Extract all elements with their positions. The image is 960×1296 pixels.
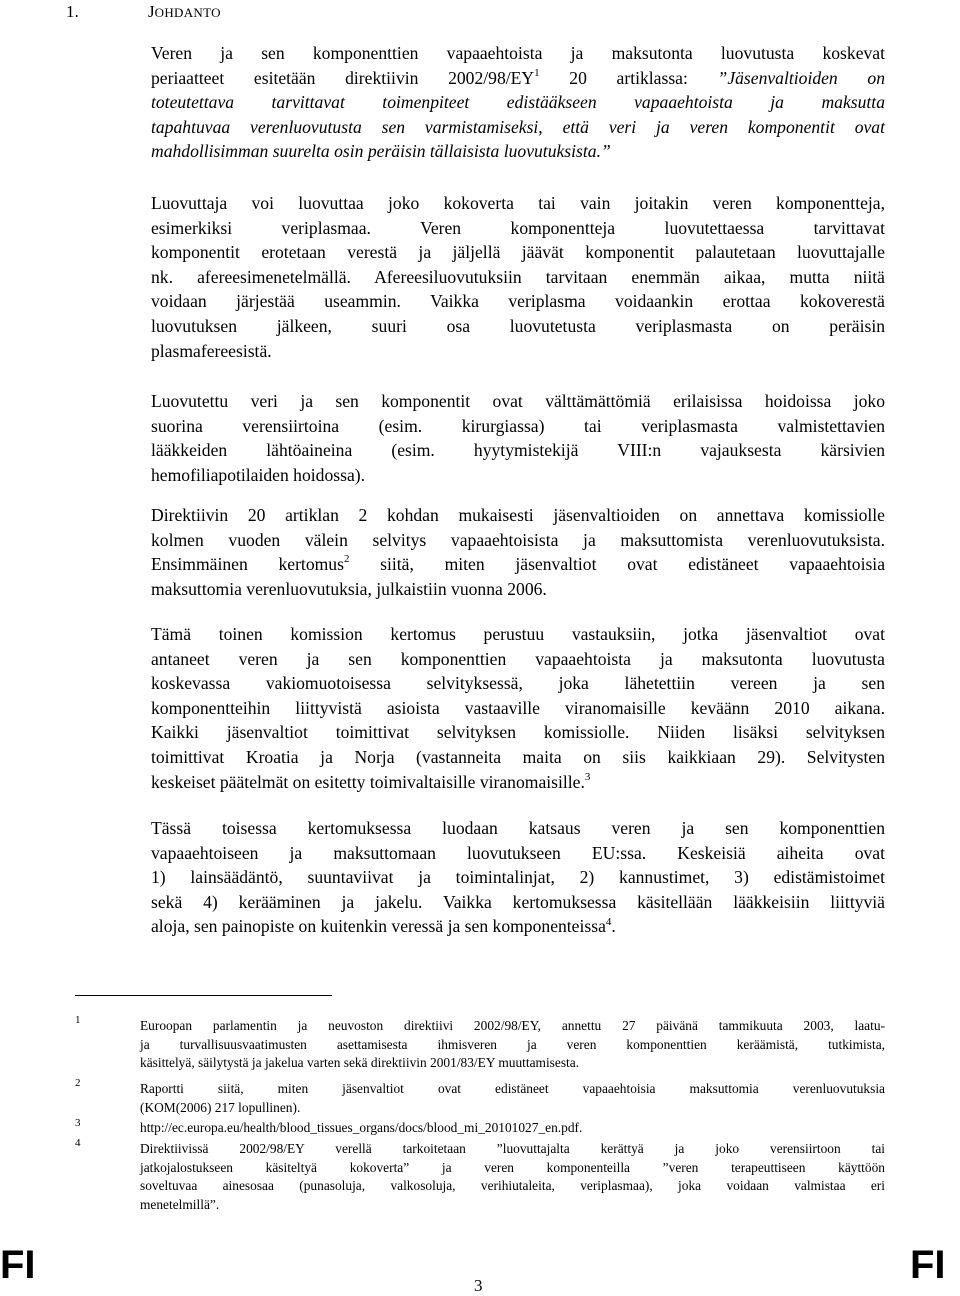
footnote-line: menetelmillä”. bbox=[140, 1196, 220, 1212]
text-line: Veren ja sen komponenttien vapaaehtoista ja maksutonta luovutusta koskevat bbox=[151, 43, 885, 63]
section-title-initial: J bbox=[148, 2, 155, 21]
section-heading bbox=[66, 2, 221, 23]
footnote-ref-2[interactable]: 2 bbox=[343, 553, 350, 566]
paragraph-4 bbox=[151, 503, 885, 601]
footnote-line: ja turvallisuusvaatimusten asettamisesta ihmisveren ja veren komponenttien keräämistä, tutkimista, bbox=[140, 1036, 885, 1052]
footer-language-right: FI bbox=[910, 1243, 946, 1287]
text-line: sekä 4) kerääminen ja jakelu. Vaikka kertomuksessa käsitellään lääkkeisiin liittyviä bbox=[151, 891, 885, 912]
text-line: vapaaehtoiseen ja maksuttomaan luovutukseen EU:ssa. Keskeisiä aiheita ovat bbox=[151, 842, 885, 863]
footnote-line: (KOM(2006) 217 lopullinen). bbox=[140, 1099, 301, 1115]
footnote-1 bbox=[140, 1017, 885, 1073]
footnote-number: 1 bbox=[75, 1014, 81, 1026]
footnote-ref-4[interactable]: 4 bbox=[605, 915, 612, 928]
text-line: Direktiivin 20 artiklan 2 kohdan mukaisesti jäsenvaltioiden on annettava komissiolle bbox=[151, 505, 885, 525]
text-line: Luovuttaja voi luovuttaa joko kokoverta tai vain joitakin veren komponentteja, bbox=[151, 193, 885, 213]
paragraph-2 bbox=[151, 191, 885, 363]
text-line: voidaan järjestää useammin. Vaikka veriplasma voidaankin erottaa kokoverestä bbox=[151, 291, 885, 312]
footnote-4 bbox=[140, 1140, 885, 1214]
paragraph-3 bbox=[151, 389, 885, 487]
text-line: 1) lainsäädäntö, suuntaviivat ja toimintalinjat, 2) kannustimet, 3) edistämistoimet bbox=[151, 867, 885, 888]
text-line: esimerkiksi veriplasmaa. Veren komponentteja luovutettaessa tarvittavat bbox=[151, 217, 885, 238]
footnote-line: käsittelyä, säilytystä ja jakelua varten sekä direktiivin 2001/83/EY muuttamisesta. bbox=[140, 1055, 580, 1071]
text-line: Luovutettu veri ja sen komponentit ovat välttämättömiä erilaisissa hoidoissa joko bbox=[151, 391, 885, 411]
footnote-number: 3 bbox=[75, 1117, 81, 1129]
paragraph-1 bbox=[151, 41, 885, 164]
text-line: aloja, sen painopiste on kuitenkin veressä ja sen komponenteissa$^4$. bbox=[151, 915, 616, 937]
text-line: Kaikki jäsenvaltiot toimittivat selvityksen komissiolle. Niiden lisäksi selvityksen bbox=[151, 722, 885, 743]
text-line: periaatteet esitetään direktiivin $2002/98/EY^1$ 20 artiklassa: ”Jäsenvaltioiden on bbox=[151, 66, 885, 88]
footnote-line: Euroopan parlamentin ja neuvoston direktiivi 2002/98/EY, annettu 27 päivänä tammikuuta 2003, laatu- bbox=[140, 1018, 885, 1033]
paragraph-5 bbox=[151, 622, 885, 794]
text-line: kolmen vuoden välein selvitys vapaaehtoisista ja maksuttomista verenluovutuksista. bbox=[151, 529, 885, 550]
text-line: toimittivat Kroatia ja Norja (vastanneita maita on siis kaikkiaan 29). Selvitysten bbox=[151, 746, 885, 767]
text-line: lääkkeiden lähtöaineina (esim. hyytymistekijä VIII:n vajauksesta kärsivien bbox=[151, 440, 885, 461]
footnote-separator bbox=[75, 995, 332, 996]
text-line: luovutuksen jälkeen, suuri osa luovutetusta veriplasmasta on peräisin bbox=[151, 315, 885, 336]
text-line: mahdollisimman suurelta osin peräisin tällaisista luovutuksista.” bbox=[151, 141, 611, 162]
section-title-rest: OHDANTO bbox=[154, 5, 221, 20]
footnote-3 bbox=[140, 1119, 885, 1138]
footnote-number: 4 bbox=[75, 1137, 81, 1149]
text-line: nk. afereesimenetelmällä. Afereesiluovutuksiin tarvitaan enemmän aikaa, mutta niitä bbox=[151, 266, 885, 287]
text-line: plasmafereesistä. bbox=[151, 340, 272, 361]
footer-language-left: FI bbox=[0, 1243, 36, 1287]
footnote-number: 2 bbox=[75, 1077, 81, 1089]
text-line: Ensimmäinen kertomus$^2$ siitä, miten jäsenvaltiot ovat edistäneet vapaaehtoisia bbox=[151, 553, 885, 575]
footnote-line: soveltuvaa ainesosaa (punasoluja, valkosoluja, verihiutaleita, veriplasmaa), joka voidaan valmistaa eri bbox=[140, 1178, 885, 1194]
text-line: Tämä toinen komission kertomus perustuu vastauksiin, jotka jäsenvaltiot ovat bbox=[151, 624, 885, 644]
section-number: 1. bbox=[66, 2, 79, 21]
text-line: tapahtuvaa verenluovutusta sen varmistamiseksi, että veri ja veren komponentit ovat bbox=[151, 116, 885, 137]
paragraph-6 bbox=[151, 816, 885, 939]
text-line: maksuttomia verenluovutuksia, julkaistiin vuonna 2006. bbox=[151, 578, 547, 599]
footnote-line: Direktiivissä 2002/98/EY verellä tarkoitetaan ”luovuttajalta kerättyä ja joko verensiirtoon tai bbox=[140, 1141, 885, 1156]
footnote-url[interactable]: http://ec.europa.eu/health/blood_tissues_organs/docs/blood_mi_20101027_en.pdf. bbox=[140, 1120, 583, 1135]
footnote-line: Raportti siitä, miten jäsenvaltiot ovat edistäneet vapaaehtoisia maksuttomia verenluovutuksia bbox=[140, 1081, 885, 1096]
text-line: Tässä toisessa kertomuksessa luodaan katsaus veren ja sen komponenttien bbox=[151, 818, 885, 838]
text-line: hemofiliapotilaiden hoidossa). bbox=[151, 464, 366, 485]
footnote-ref-3[interactable]: 3 bbox=[584, 770, 591, 783]
text-line: toteutettava tarvittavat toimenpiteet edistääkseen vapaaehtoista ja maksutta bbox=[151, 92, 885, 113]
text-line: komponentit erotetaan verestä ja jäljellä jäävät komponentit palautetaan luovuttajalle bbox=[151, 242, 885, 263]
footnote-2 bbox=[140, 1080, 885, 1117]
footnote-line: jatkojalostukseen käsiteltyä kokoverta” ja veren komponenteilla ”veren terapeuttiseen käyttöön bbox=[140, 1159, 885, 1175]
page-number: 3 bbox=[474, 1276, 483, 1295]
footnote-ref-1[interactable]: 1 bbox=[534, 66, 540, 79]
text-line: antaneet veren ja sen komponenttien vapaaehtoista ja maksutonta luovutusta bbox=[151, 648, 885, 669]
text-line: koskevassa vakiomuotoisessa selvityksessä, joka lähetettiin vereen ja sen bbox=[151, 673, 885, 694]
text-line: komponentteihin liittyvistä asioista vastaaville viranomaisille keväänn 2010 aikana. bbox=[151, 697, 885, 718]
text-line: keskeiset päätelmät on esitetty toimivaltaisille viranomaisille.$^3$ bbox=[151, 770, 591, 792]
text-line: suorina verensiirtoina (esim. kirurgiassa) tai veriplasmasta valmistettavien bbox=[151, 415, 885, 436]
